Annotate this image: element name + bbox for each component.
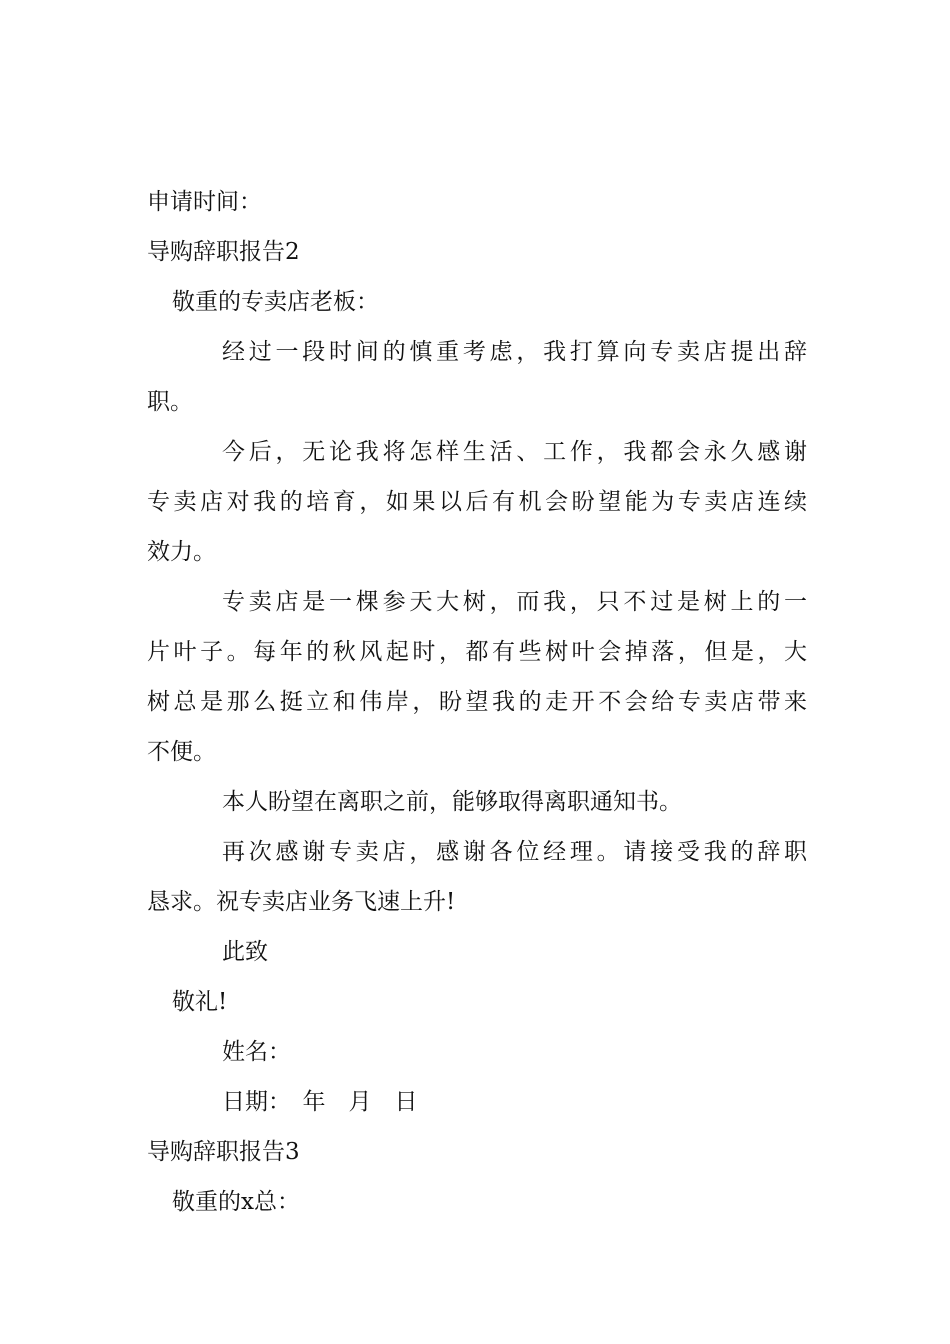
paragraph-3-line-2: 片叶子。每年的秋风起时，都有些树叶会掉落，但是，大 <box>147 639 807 665</box>
closing-phrase: 此致 <box>222 939 268 965</box>
report-2-heading: 导购辞职报告2 <box>147 239 300 265</box>
paragraph-3-line-4: 不便。 <box>147 739 216 765</box>
salutation: 敬重的专卖店老板： <box>172 289 379 315</box>
paragraph-2-line-1: 今后，无论我将怎样生活、工作，我都会永久感谢 <box>222 439 807 465</box>
paragraph-5-line-1: 再次感谢专卖店，感谢各位经理。请接受我的辞职 <box>222 839 807 865</box>
paragraph-4: 本人盼望在离职之前，能够取得离职通知书。 <box>222 789 682 815</box>
date-field-label: 日期： 年 月 日 <box>222 1089 418 1115</box>
application-time-label: 申请时间： <box>147 189 262 215</box>
paragraph-5-line-2: 恳求。祝专卖店业务飞速上升! <box>147 889 456 915</box>
paragraph-2-line-3: 效力。 <box>147 539 216 565</box>
name-field-label: 姓名： <box>222 1039 291 1065</box>
paragraph-2-line-2: 专卖店对我的培育，如果以后有机会盼望能为专卖店连续 <box>147 489 807 515</box>
closing-regards: 敬礼! <box>172 989 228 1015</box>
paragraph-3-line-3: 树总是那么挺立和伟岸，盼望我的走开不会给专卖店带来 <box>147 689 807 715</box>
paragraph-1-line-1: 经过一段时间的慎重考虑，我打算向专卖店提出辞 <box>222 339 807 365</box>
paragraph-1-line-2: 职。 <box>147 389 193 415</box>
salutation-2: 敬重的x总： <box>172 1189 300 1215</box>
paragraph-3-line-1: 专卖店是一棵参天大树，而我，只不过是树上的一 <box>222 589 807 615</box>
report-3-heading: 导购辞职报告3 <box>147 1139 300 1165</box>
